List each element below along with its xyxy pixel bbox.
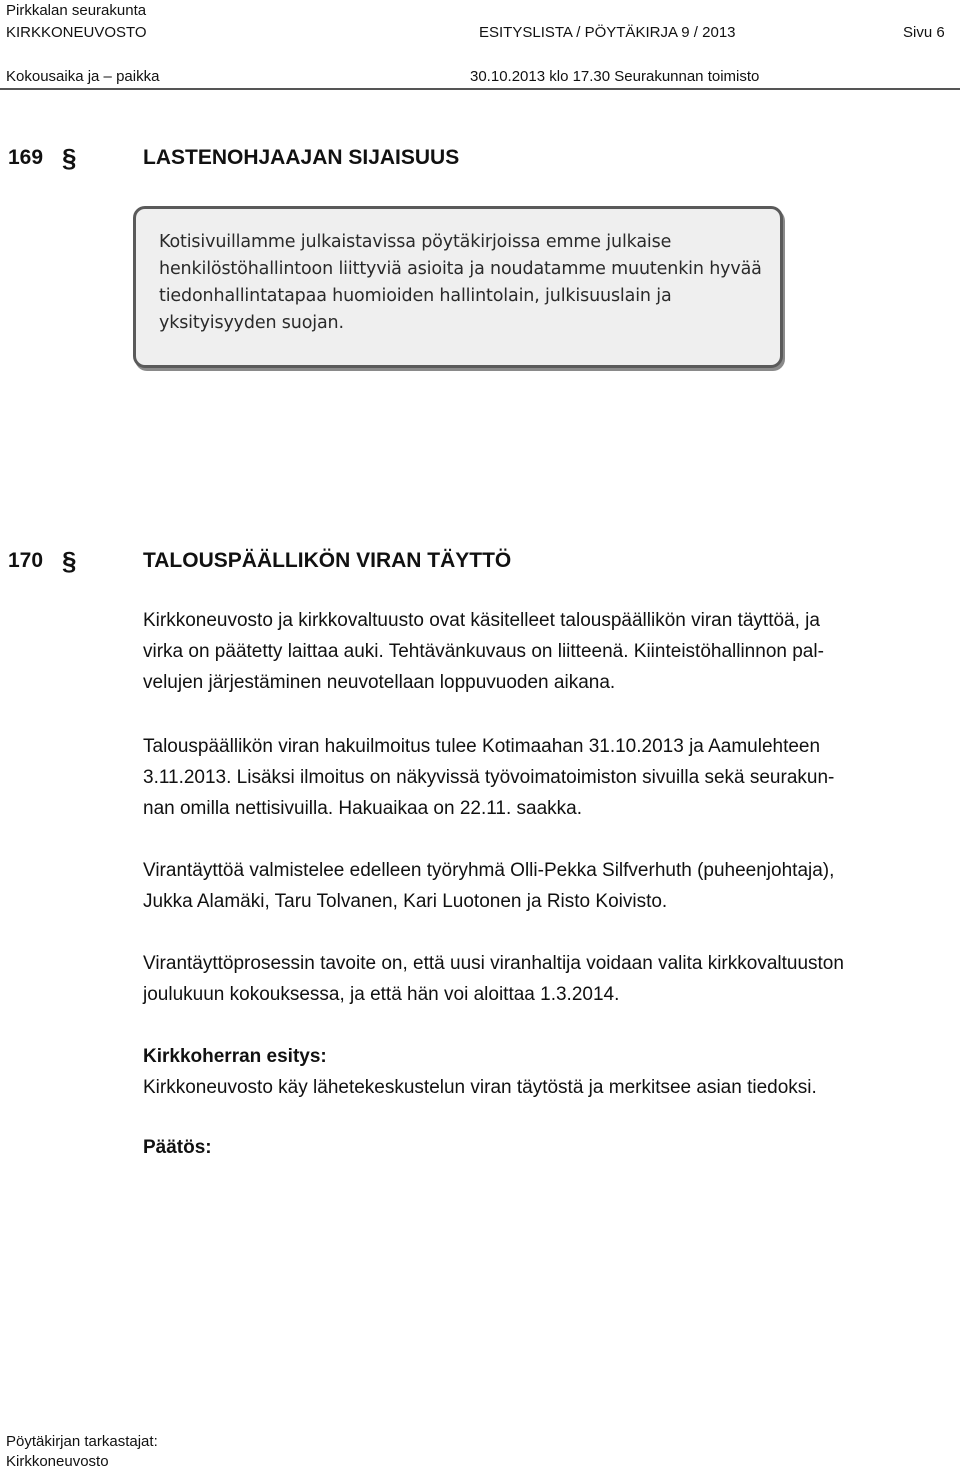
text-line: Virantäyttöä valmistelee edelleen työryhmä Olli-Pekka Silfverhuth (puheenjohtaja),	[143, 860, 835, 881]
page-number: Sivu 6	[903, 24, 945, 41]
paragraph	[143, 855, 958, 917]
text-line: Kirkkoneuvosto ja kirkkovaltuusto ovat käsitelleet talouspäällikön viran täyttöä, ja	[143, 610, 820, 631]
paragraph	[143, 948, 958, 1010]
meeting-time-place: 30.10.2013 klo 17.30 Seurakunnan toimisto	[470, 68, 760, 85]
text-line: virka on päätetty laittaa auki. Tehtävänkuvaus on liitteenä. Kiinteistöhallinnon pal-	[143, 641, 824, 662]
section-mark: §	[62, 143, 77, 173]
section-mark: §	[62, 546, 77, 576]
section-number: 170	[8, 549, 44, 572]
text-line: velujen järjestäminen neuvotellaan loppuvuoden aikana.	[143, 672, 616, 693]
privacy-notice-box	[133, 206, 783, 368]
text-line: Talouspäällikön viran hakuilmoitus tulee Kotimaahan 31.10.2013 ja Aamulehteen	[143, 736, 821, 757]
text-line: Virantäyttöprosessin tavoite on, että uusi viranhaltija voidaan valita kirkkovaltuuston	[143, 953, 844, 974]
meeting-label: Kokousaika ja – paikka	[6, 68, 160, 85]
header-rule	[0, 88, 960, 90]
text-line: joulukuun kokouksessa, ja että hän voi aloittaa 1.3.2014.	[143, 984, 620, 1005]
proposal-text: Kirkkoneuvosto käy lähetekeskustelun viran täytöstä ja merkitsee asian tiedoksi.	[143, 1077, 817, 1098]
section-title: TALOUSPÄÄLLIKÖN VIRAN TÄYTTÖ	[143, 549, 512, 572]
footer-label: Pöytäkirjan tarkastajat:	[6, 1433, 158, 1450]
document-title: ESITYSLISTA / PÖYTÄKIRJA 9 / 2013	[479, 24, 736, 41]
org-name: Pirkkalan seurakunta	[6, 2, 147, 19]
section-number: 169	[8, 146, 44, 169]
paragraph	[143, 605, 958, 698]
text-line: nan omilla nettisivuilla. Hakuaikaa on 22.11. saakka.	[143, 798, 583, 819]
privacy-notice-text: Kotisivuillamme julkaistavissa pöytäkirjoissa emme julkaise henkilöstöhallintoon liittyviä asioita ja noudatamme muutenkin hyvää tiedonhallintatapaa huomioiden hallintolain, julkisuuslain ja yksityisyyden suojan.	[159, 232, 762, 333]
text-line: 3.11.2013. Lisäksi ilmoitus on näkyvissä työvoimatoimiston sivuilla sekä seurakun-	[143, 767, 835, 788]
text-line: Jukka Alamäki, Taru Tolvanen, Kari Luotonen ja Risto Koivisto.	[143, 891, 668, 912]
footer-value: Kirkkoneuvosto	[6, 1453, 109, 1470]
body-name: KIRKKONEUVOSTO	[6, 24, 147, 41]
paragraph	[143, 731, 958, 824]
section-title: LASTENOHJAAJAN SIJAISUUS	[143, 146, 460, 169]
decision-label: Päätös:	[143, 1137, 212, 1158]
proposal-block	[143, 1041, 958, 1103]
proposal-label: Kirkkoherran esitys:	[143, 1046, 327, 1067]
